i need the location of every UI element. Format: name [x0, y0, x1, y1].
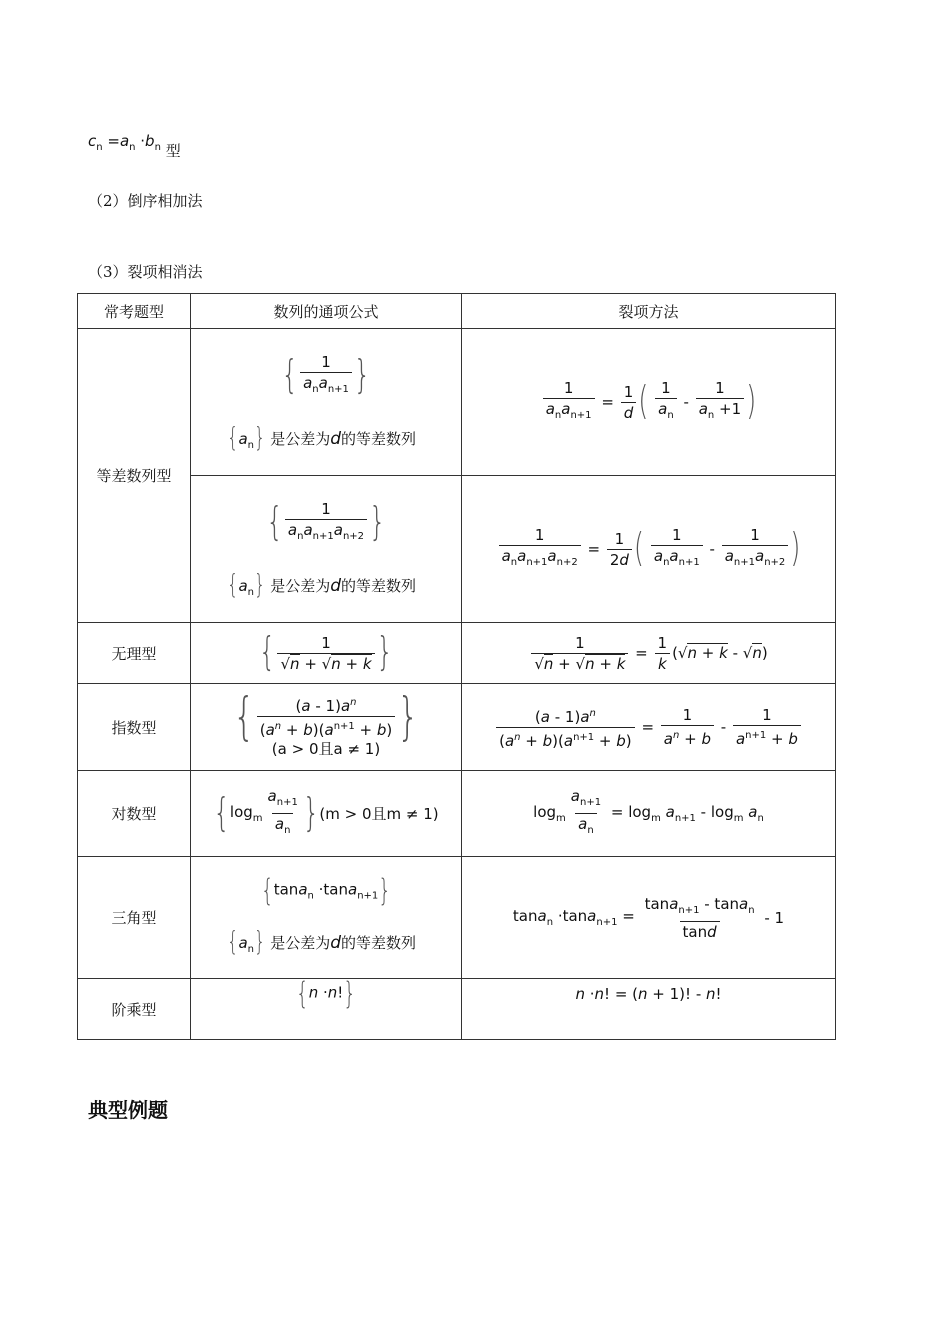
term-arith-2: { $\frac{1}{a_na_{n+1}a_{n+2}}$ } $\{a_n\}$ 是公差为d的等差数列 [191, 476, 462, 623]
term-fact: {n ·n!} [191, 979, 462, 1040]
table-header-row [78, 294, 836, 329]
method-tri: tana$_n$ ·tana$_{n+1}$ = $\frac{\tan a_{n+1} - \tan a_n}{\tan d}$ - 1 [462, 857, 836, 979]
table-row [78, 476, 836, 623]
method-log: $\log_m$ $\frac{a_{n+1}}{a_n}$ = $\log_m a_{n+1} - \log_m a_n$ [462, 771, 836, 857]
row-label-fact: 阶乘型 [78, 979, 191, 1040]
method-exp: $\frac{(a - 1)a^n}{(a^n + b)(a^{n+1} + b)}$ = $\frac{1}{a^n + b}$ - $\frac{1}{a^{n+1} + b}$ [462, 684, 836, 771]
header-method: 裂项方法 [462, 294, 836, 329]
row-label-irr: 无理型 [78, 623, 191, 684]
arith-note-post-3: 的等差数列 [341, 933, 417, 952]
intro-type-suffix: 型 [165, 142, 181, 160]
cond-exp: (a > 0且a ≠ 1) [271, 740, 381, 758]
row-label-arith: 等差数列型 [78, 329, 191, 623]
table-row [78, 329, 836, 476]
intro-formula: $c_n =a_n \cdot b_n$ 型 [88, 132, 181, 160]
table-row [78, 684, 836, 771]
arith-note-post-1: 的等差数列 [341, 429, 417, 448]
arith-note-post-2: 的等差数列 [341, 576, 417, 595]
method-fact: n ·n! = (n + 1)! - n! [462, 979, 836, 1040]
section-reverse-add: （2）倒序相加法 [88, 192, 203, 210]
header-type: 常考题型 [78, 294, 191, 329]
table-row [78, 857, 836, 979]
term-arith-1: { $\frac{1}{a_na_{n+1}}$ } $\{a_n\}$ 是公差为d的等差数列 [191, 329, 462, 476]
row-label-tri: 三角型 [78, 857, 191, 979]
table-row [78, 979, 836, 1040]
method-arith-1: $\frac{1}{a_na_{n+1}}$ = $\frac{1}{d}$ ( $\frac{1}{a_n}$ - $\frac{1}{a_n +1}$ ) [462, 329, 836, 476]
term-exp: { $\frac{(a - 1)a^n}{(a^n + b)(a^{n+1} + b)}$ }(a > 0且a ≠ 1) [191, 684, 462, 771]
telescoping-table [77, 293, 836, 1040]
table-row [78, 771, 836, 857]
header-general-term: 数列的通项公式 [191, 294, 462, 329]
row-label-log: 对数型 [78, 771, 191, 857]
method-irr: $\frac{1}{√n + √n + k}$ = $\frac{1}{k}$ (√n + k - √n) [462, 623, 836, 684]
heading-typical-examples: 典型例题 [88, 1098, 168, 1122]
section-telescoping: （3）裂项相消法 [88, 263, 203, 281]
term-log: {$\log_m$ $\frac{a_{n+1}}{a_n}$ }(m > 0且m ≠ 1) [191, 771, 462, 857]
arith-note-pre-1: 是公差为 [270, 429, 331, 448]
method-arith-2: $\frac{1}{a_na_{n+1}a_{n+2}}$ = $\frac{1}{2d}$ ( $\frac{1}{a_na_{n+1}}$ - $\frac{1}{a_{n+1}a_{n+2}}$ ) [462, 476, 836, 623]
arith-note-pre-2: 是公差为 [270, 576, 331, 595]
arith-note-pre-3: 是公差为 [270, 933, 331, 952]
term-irr: { $\frac{1}{√n + √n + k}$ } [191, 623, 462, 684]
row-label-exp: 指数型 [78, 684, 191, 771]
term-tri: {tana$_n$ ·tana$_{n+1}$} $\{a_n\}$ 是公差为d的等差数列 [191, 857, 462, 979]
cond-log: (m > 0且m ≠ 1) [319, 805, 439, 823]
table-row [78, 623, 836, 684]
